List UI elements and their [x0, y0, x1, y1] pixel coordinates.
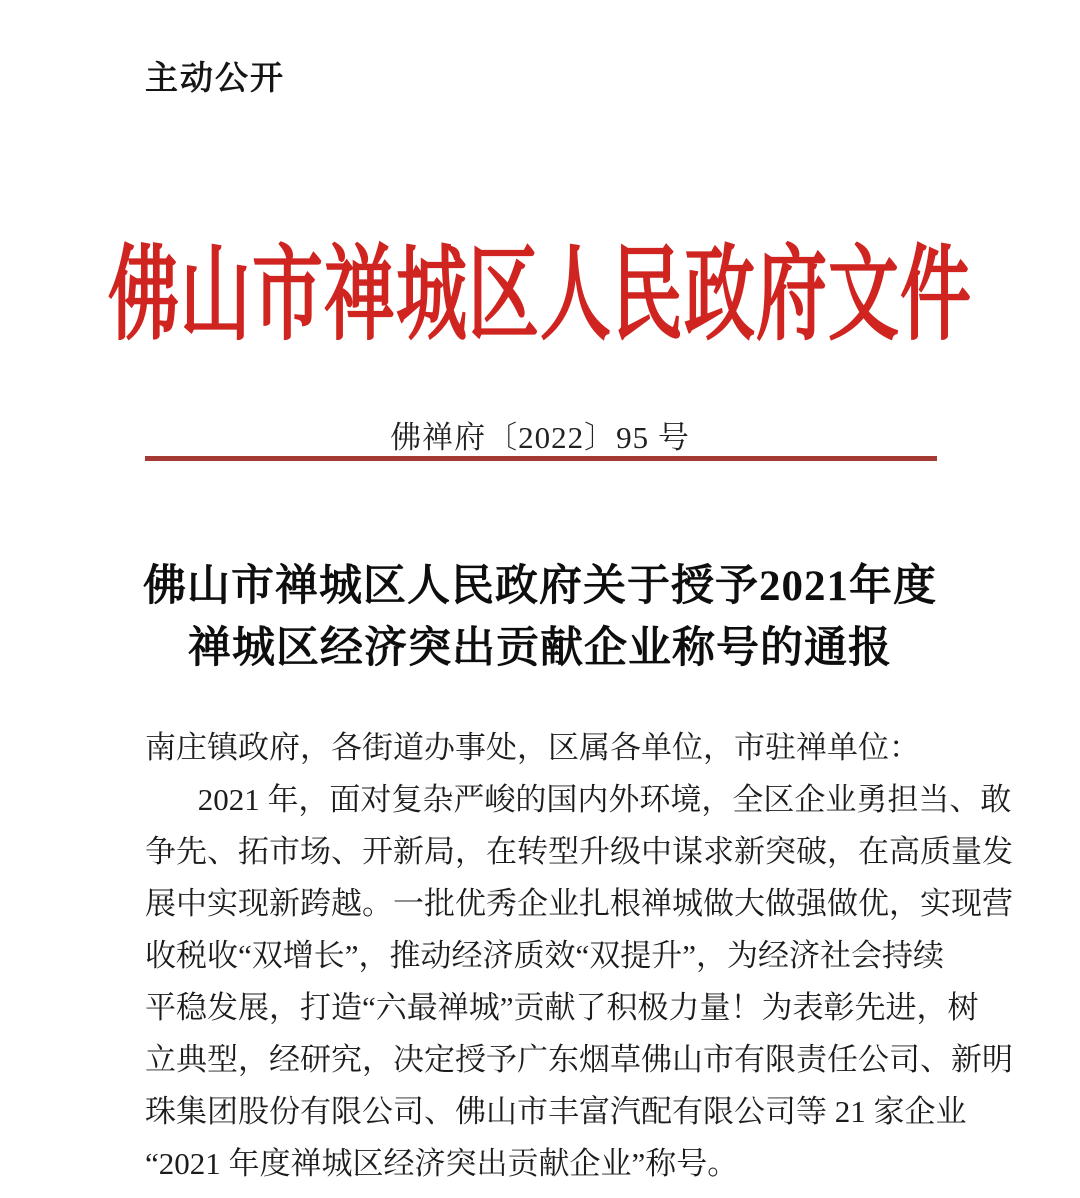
red-divider-line — [145, 456, 937, 461]
body-line: 展中实现新跨越。一批优秀企业扎根禅城做大做强做优，实现营 — [145, 886, 1013, 921]
document-title — [0, 556, 1080, 680]
body-line: 2021 年，面对复杂严峻的国内外环境，全区企业勇担当、敢 — [197, 782, 1012, 817]
document-title-line2: 禅城区经济突出贡献企业称号的通报 — [188, 625, 892, 672]
document-body — [145, 722, 1013, 1190]
government-masthead: 佛山市禅城区人民政府文件 — [107, 239, 972, 354]
body-line: 收税收“双增长”，推动经济质效“双提升”，为经济社会持续 — [145, 938, 945, 973]
body-line: “2021 年度禅城区经济突出贡献企业”称号。 — [145, 1146, 739, 1181]
disclosure-label: 主动公开 — [145, 59, 285, 96]
document-number: 佛禅府〔2022〕95 号 — [390, 420, 690, 455]
body-line: 平稳发展，打造“六最禅城”贡献了积极力量！为表彰先进，树 — [145, 990, 979, 1025]
masthead-container — [0, 230, 1080, 354]
document-title-line1: 佛山市禅城区人民政府关于授予2021年度 — [143, 563, 937, 610]
body-line: 立典型，经研究，决定授予广东烟草佛山市有限责任公司、新明 — [145, 1042, 1013, 1077]
salutation-line: 南庄镇政府，各街道办事处，区属各单位，市驻禅单位： — [145, 730, 920, 765]
body-line: 争先、拓市场、开新局，在转型升级中谋求新突破，在高质量发 — [145, 834, 1013, 869]
body-line: 珠集团股份有限公司、佛山市丰富汽配有限公司等 21 家企业 — [145, 1094, 967, 1129]
